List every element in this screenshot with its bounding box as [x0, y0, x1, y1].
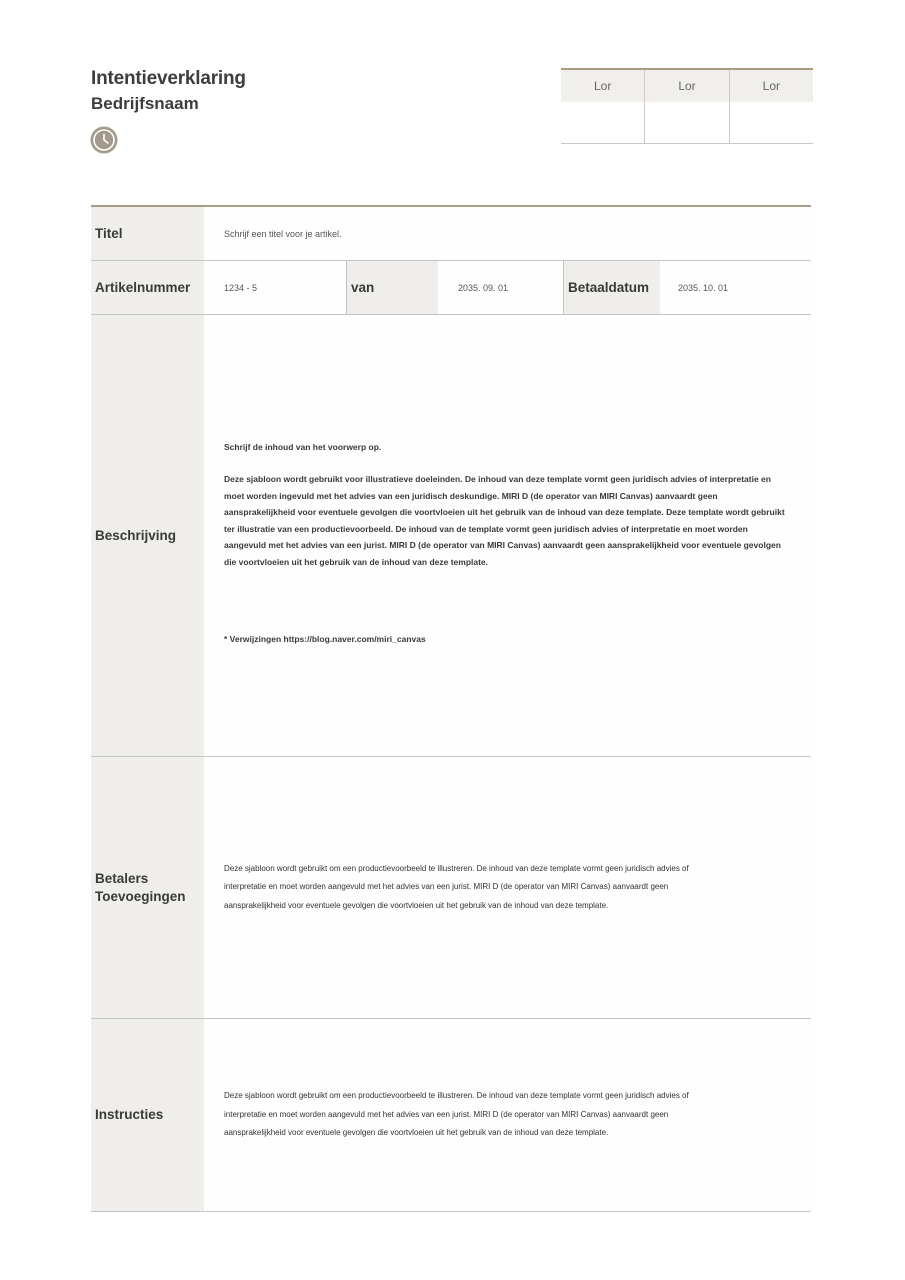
title-row — [91, 207, 811, 261]
approval-header-3: Lor — [729, 70, 813, 102]
document-title: Intentieverklaring — [91, 68, 246, 89]
description-body: Deze sjabloon wordt gebruikt voor illustratieve doeleinden. De inhoud van deze template vormt geen juridisch advies of interpretatie en moet worden ingevuld met het advies van een juridisch deskundige. MIRI D (de operator van MIRI Canvas) aanvaardt geen aansprakelijkheid voor eventuele gevolgen die voortvloeien uit het gebruik van de inhoud van deze template. Deze template wordt gebruikt ter illustratie van een productievoorbeeld. De inhoud van de template vormt geen juridisch advies of interpretatie en moet worden aangevuld met het advies van een jurist. MIRI D (de operator van MIRI Canvas) aanvaardt geen aansprakelijkheid voor eventuele gevolgen die voortvloeien uit het gebruik van de inhoud van deze template. — [224, 474, 785, 567]
description-row — [91, 315, 811, 757]
approval-sign-2[interactable] — [644, 102, 728, 143]
due-date-label: Betaaldatum — [563, 261, 660, 314]
description-heading: Schrijf de inhoud van het voorwerp op. — [224, 442, 382, 452]
approval-header-1: Lor — [593, 79, 612, 93]
from-label: van — [346, 261, 438, 314]
description-field[interactable] — [204, 315, 811, 756]
article-number-label: Artikelnummer — [91, 261, 204, 314]
clock-icon — [90, 126, 118, 154]
title-label: Titel — [91, 207, 204, 260]
payer-additions-label: Betalers Toevoegingen — [91, 757, 204, 1018]
description-references: * Verwijzingen https://blog.naver.com/miri_canvas — [224, 634, 426, 644]
instructions-label: Instructies — [91, 1019, 204, 1211]
instructions-field[interactable]: Deze sjabloon wordt gebruikt om een productievoorbeeld te illustreren. De inhoud van deze template vormt geen juridisch advies of interpretatie en moet worden aangevuld met het advies van een jurist. MIRI D (de operator van MIRI Canvas) aanvaardt geen aansprakelijkheid voor eventuele gevolgen die voortvloeien uit het gebruik van de inhoud van deze template. — [204, 1019, 811, 1211]
payer-row — [91, 757, 811, 1019]
title-field[interactable]: Schrijf een titel voor je artikel. — [204, 207, 811, 260]
approval-sign-3[interactable] — [729, 102, 813, 143]
description-label: Beschrijving — [91, 315, 204, 756]
approval-header-2: Lor — [644, 70, 728, 102]
article-row — [91, 261, 811, 315]
due-date-field[interactable]: 2035. 10. 01 — [660, 261, 811, 314]
declaration-form — [91, 205, 811, 1212]
payer-additions-field[interactable]: Deze sjabloon wordt gebruikt om een productievoorbeeld te illustreren. De inhoud van deze template vormt geen juridisch advies of interpretatie en moet worden aangevuld met het advies van een jurist. MIRI D (de operator van MIRI Canvas) aanvaardt geen aansprakelijkheid voor eventuele gevolgen die voortvloeien uit het gebruik van de inhoud van deze template. — [204, 757, 811, 1018]
article-number-field[interactable]: 1234 - 5 — [204, 261, 346, 314]
approval-sign-1[interactable] — [561, 102, 644, 143]
from-date-field[interactable]: 2035. 09. 01 — [438, 261, 563, 314]
company-name: Bedrijfsnaam — [91, 94, 199, 113]
instructions-row — [91, 1019, 811, 1212]
approval-table — [561, 68, 813, 144]
